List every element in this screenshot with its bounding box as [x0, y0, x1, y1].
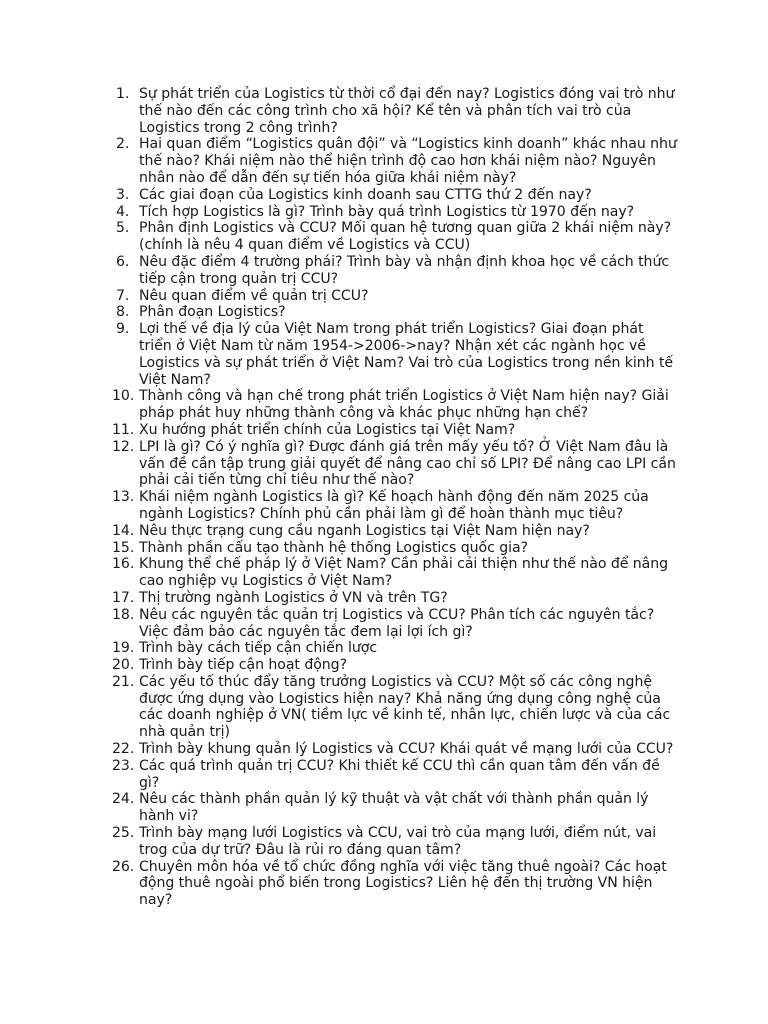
- item-number: 2.: [116, 136, 130, 153]
- item-number: 15.: [112, 539, 135, 556]
- item-text: Khung thể chế pháp lý ở Việt Nam? Cần phải cải thiện như thế nào để nâng cao nghiệp vụ Logistics ở Việt Nam?: [139, 556, 669, 590]
- item-text: Khái niệm ngành Logistics là gì? Kế hoạch hành động đến năm 2025 của ngành Logistics? Chính phủ cần phải làm gì để hoàn thành mục tiêu?: [139, 489, 649, 522]
- item-number: 14.: [112, 522, 135, 539]
- question-list: [112, 86, 678, 909]
- list-item: [112, 758, 678, 792]
- item-text: Sự phát triển của Logistics từ thời cổ đại đến nay? Logistics đóng vai trò như thế nào đến các công trình cho xã hội? Kể tên và phân tích vai trò của Logistics trong 2 công trình?: [139, 86, 675, 136]
- list-item: [112, 254, 678, 288]
- item-text: Các yếu tố thúc đẩy tăng trưởng Logistics và CCU? Một số các công nghệ được ứng dụng vào Logistics hiện nay? Khả năng ứng dụng công nghệ của các doanh nghiệp ở VN( tiềm lực về kinh tế, nhân lực, chiến lược và của các nhà quản trị): [139, 673, 671, 741]
- list-item: [112, 791, 678, 825]
- item-number: 22.: [112, 741, 135, 758]
- item-text: LPI là gì? Có ý nghĩa gì? Được đánh giá trên mấy yếu tố? Ở Việt Nam đâu là vấn đề cần tập trung giải quyết để nâng cao chỉ số LPI? Để nâng cao LPI cần phải cải tiến từng chỉ tiêu như thế nào?: [139, 438, 676, 489]
- list-item: [112, 439, 678, 489]
- item-text: Hai quan điểm “Logistics quân đội” và “Logistics kinh doanh” khác nhau như thế nào? Khái niệm nào thể hiện trình độ cao hơn khái niệm nào? Nguyên nhân nào để dẫn đến sự tiến hóa giữa khái niệm này?: [139, 136, 677, 186]
- item-number: 24.: [112, 791, 135, 808]
- item-text: Nêu các thành phần quản lý kỹ thuật và vật chất với thành phần quản lý hành vi?: [139, 791, 649, 825]
- item-text: Các giai đoạn của Logistics kinh doanh sau CTTG thứ 2 đến nay?: [139, 186, 592, 203]
- item-text: Trình bày mạng lưới Logistics và CCU, vai trò của mạng lưới, điểm nút, vai trog của dự trữ? Đâu là rủi ro đáng quan tâm?: [139, 825, 657, 858]
- item-number: 10.: [112, 388, 135, 405]
- item-number: 23.: [112, 757, 135, 774]
- item-number: 25.: [112, 825, 135, 842]
- item-number: 26.: [112, 858, 135, 875]
- list-item: [112, 220, 678, 254]
- item-text: Thị trường ngành Logistics ở VN và trên TG?: [139, 589, 448, 606]
- list-item: [112, 741, 678, 758]
- item-text: Trình bày cách tiếp cận chiến lược: [139, 640, 378, 657]
- list-item: [112, 86, 678, 136]
- list-item: [112, 388, 678, 422]
- list-item: [112, 640, 678, 657]
- item-number: 17.: [112, 589, 135, 606]
- list-item: [112, 523, 678, 540]
- item-number: 6.: [116, 253, 130, 270]
- item-number: 4.: [116, 203, 130, 220]
- item-number: 21.: [112, 673, 135, 690]
- item-text: Nêu các nguyên tắc quản trị Logistics và CCU? Phân tích các nguyên tắc? Việc đảm bảo các nguyên tắc đem lại lợi ích gì?: [139, 606, 655, 640]
- item-text: Tích hợp Logistics là gì? Trình bày quá trình Logistics từ 1970 đến nay?: [139, 203, 635, 220]
- list-item: [112, 590, 678, 607]
- item-number: 18.: [112, 606, 135, 623]
- item-number: 5.: [116, 220, 130, 237]
- list-item: [112, 556, 678, 590]
- item-text: Phân đoạn Logistics?: [139, 304, 286, 321]
- item-text: Chuyên môn hóa về tổ chức đồng nghĩa với việc tăng thuê ngoài? Các hoạt động thuê ngoài phổ biến trong Logistics? Liên hệ đến thị trường VN hiện nay?: [139, 858, 667, 909]
- list-item: [112, 825, 678, 859]
- item-text: Các quá trình quản trị CCU? Khi thiết kế CCU thì cần quan tâm đến vấn đề gì?: [139, 757, 660, 791]
- list-item: [112, 204, 678, 221]
- item-number: 3.: [116, 186, 130, 203]
- list-item: [112, 422, 678, 439]
- list-item: [112, 288, 678, 305]
- item-number: 11.: [112, 421, 135, 438]
- list-item: [112, 187, 678, 204]
- item-text: Nêu quan điểm về quản trị CCU?: [139, 287, 369, 304]
- item-number: 13.: [112, 489, 135, 506]
- list-item: [112, 489, 678, 523]
- item-number: 12.: [112, 438, 135, 455]
- list-item: [112, 540, 678, 557]
- list-item: [112, 607, 678, 641]
- item-number: 19.: [112, 640, 135, 657]
- list-item: [112, 304, 678, 321]
- item-number: 16.: [112, 556, 135, 573]
- item-text: Nêu thực trạng cung cầu nganh Logistics tại Việt Nam hiện nay?: [139, 522, 590, 539]
- item-text: Lợi thế về địa lý của Việt Nam trong phát triển Logistics? Giai đoạn phát triển ở Việt Nam từ năm 1954->2006->nay? Nhận xét các ngành học về Logistics và sự phát triển ở Việt Nam? Vai trò của Logistics trong nền kinh tế Việt Nam?: [139, 321, 674, 388]
- item-text: Thành phần cấu tạo thành hệ thống Logistics quốc gia?: [139, 539, 528, 556]
- item-text: Trình bày khung quản lý Logistics và CCU? Khái quát về mạng lưới của CCU?: [139, 741, 674, 758]
- item-text: Thành công và hạn chế trong phát triển Logistics ở Việt Nam hiện nay? Giải pháp phát huy những thành công và khác phục những hạn chế?: [139, 388, 669, 422]
- item-number: 1.: [116, 86, 130, 102]
- list-item: [112, 859, 678, 909]
- list-item: [112, 674, 678, 741]
- item-text: Nêu đặc điểm 4 trường phái? Trình bày và nhận định khoa học về cách thức tiếp cận trong quản trị CCU?: [139, 253, 670, 287]
- item-number: 20.: [112, 657, 135, 674]
- item-text: Phân định Logistics và CCU? Mối quan hệ tương quan giữa 2 khái niệm này? (chính là nêu 4 quan điểm về Logistics và CCU): [139, 220, 672, 254]
- list-item: [112, 321, 678, 388]
- list-item: [112, 657, 678, 674]
- item-text: Trình bày tiếp cận hoạt động?: [139, 657, 348, 674]
- item-number: 8.: [116, 304, 130, 321]
- item-number: 7.: [116, 287, 130, 304]
- list-item: [112, 136, 678, 186]
- item-number: 9.: [116, 321, 130, 338]
- item-text: Xu hướng phát triển chính của Logistics tại Việt Nam?: [139, 421, 516, 438]
